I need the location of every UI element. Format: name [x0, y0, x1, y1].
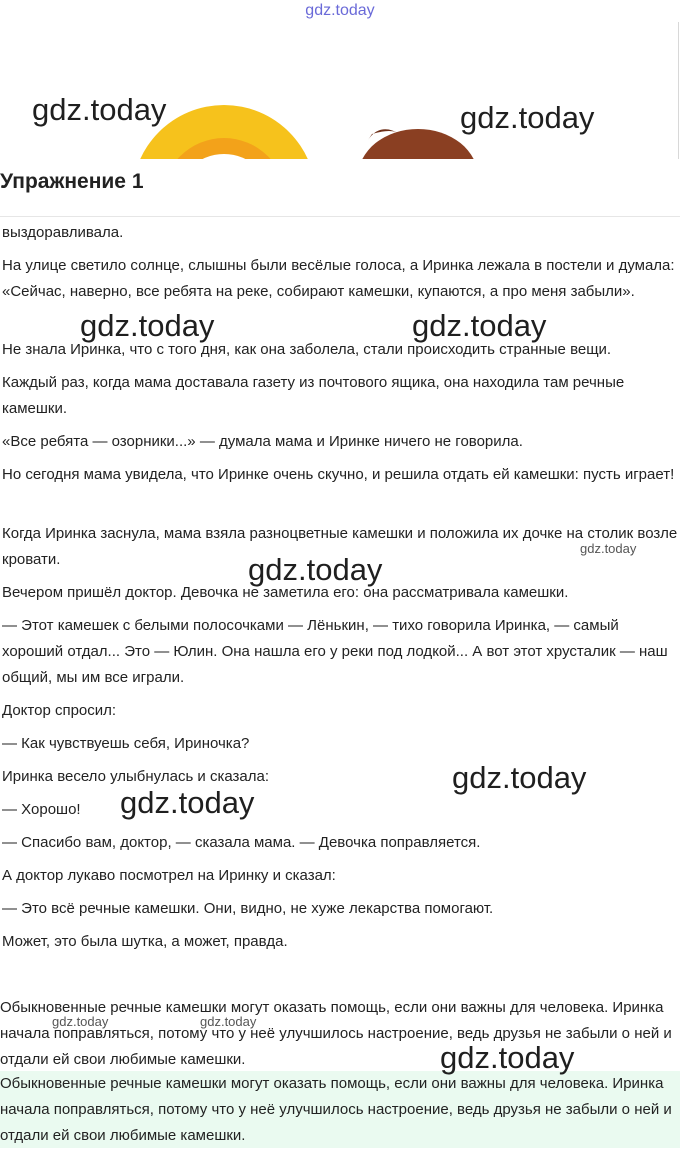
story-paragraph: А доктор лукаво посмотрел на Иринку и сказал:	[2, 867, 336, 884]
watermark: gdz.today	[452, 760, 587, 795]
watermark: gdz.today	[580, 541, 637, 556]
highlighted-answer: Обыкновенные речные камешки могут оказать помощь, если они важны для человека. Иринка начала поправляться, потому что у неё улучшилось настроение, ведь друзья не забыли о ней и отдали ей свои любимые камешки.	[0, 1071, 680, 1148]
story-paragraph: выздоравливала.	[2, 224, 124, 241]
watermark: gdz.today	[460, 100, 595, 135]
story-paragraph: — Спасибо вам, доктор, — сказала мама. — Девочка поправляется.	[2, 834, 481, 851]
exercise-title: Упражнение 1	[0, 170, 144, 193]
story-paragraph: Когда Иринка заснула, мама взяла разноцветные камешки и положила их дочке на столик возле кровати.	[2, 525, 678, 568]
story-paragraph: Вечером пришёл доктор. Девочка не заметила его: она рассматривала камешки.	[2, 584, 569, 601]
story-paragraph: Доктор спросил:	[2, 702, 117, 719]
story-paragraph: Иринка весело улыбнулась и сказала:	[2, 768, 270, 785]
illustration	[0, 22, 680, 159]
site-link[interactable]: gdz.today	[305, 2, 375, 19]
story-paragraph: — Как чувствуешь себя, Ириночка?	[2, 735, 250, 752]
story-paragraph: «Все ребята — озорники...» — думала мама и Иринке ничего не говорила.	[2, 433, 523, 450]
watermark: gdz.today	[32, 92, 167, 127]
watermark: gdz.today	[80, 308, 215, 343]
watermark: gdz.today	[440, 1040, 575, 1075]
illustration-banner	[0, 22, 680, 159]
watermark: gdz.today	[52, 1014, 109, 1029]
story-paragraph: На улице светило солнце, слышны были весёлые голоса, а Иринка лежала в постели и думала: «Сейчас, наверно, все ребята на реке, собирают камешки, купаются, а про меня забыли».	[2, 257, 675, 300]
story-paragraph: Не знала Иринка, что с того дня, как она заболела, стали происходить странные вещи.	[2, 341, 612, 358]
watermark: gdz.today	[248, 552, 383, 587]
story-paragraph: — Это всё речные камешки. Они, видно, не хуже лекарства помогают.	[2, 900, 494, 917]
answer-text: Обыкновенные речные камешки могут оказать помощь, если они важны для человека. Иринка начала поправляться, потому что у неё улучшилось настроение, ведь друзья не забыли о ней и отдали ей свои любимые камешки.	[0, 999, 672, 1068]
banner-edge	[678, 22, 679, 159]
story-paragraph: — Этот камешек с белыми полосочками — Лёнькин, — тихо говорила Иринка, — самый хороший отдал... Это — Юлин. Она нашла его у реки под лодкой... А вот этот хрусталик — наш общий, мы им все играли.	[2, 617, 668, 686]
story-paragraph: Каждый раз, когда мама доставала газету из почтового ящика, она находила там речные камешки.	[2, 374, 625, 417]
story-paragraph: — Хорошо!	[2, 801, 81, 818]
watermark: gdz.today	[412, 308, 547, 343]
title-divider	[0, 216, 680, 217]
watermark: gdz.today	[200, 1014, 257, 1029]
watermark: gdz.today	[120, 785, 255, 820]
story-paragraph: Может, это была шутка, а может, правда.	[2, 933, 288, 950]
story-paragraph: Но сегодня мама увидела, что Иринке очень скучно, и решила отдать ей камешки: пусть играет!	[2, 466, 675, 483]
